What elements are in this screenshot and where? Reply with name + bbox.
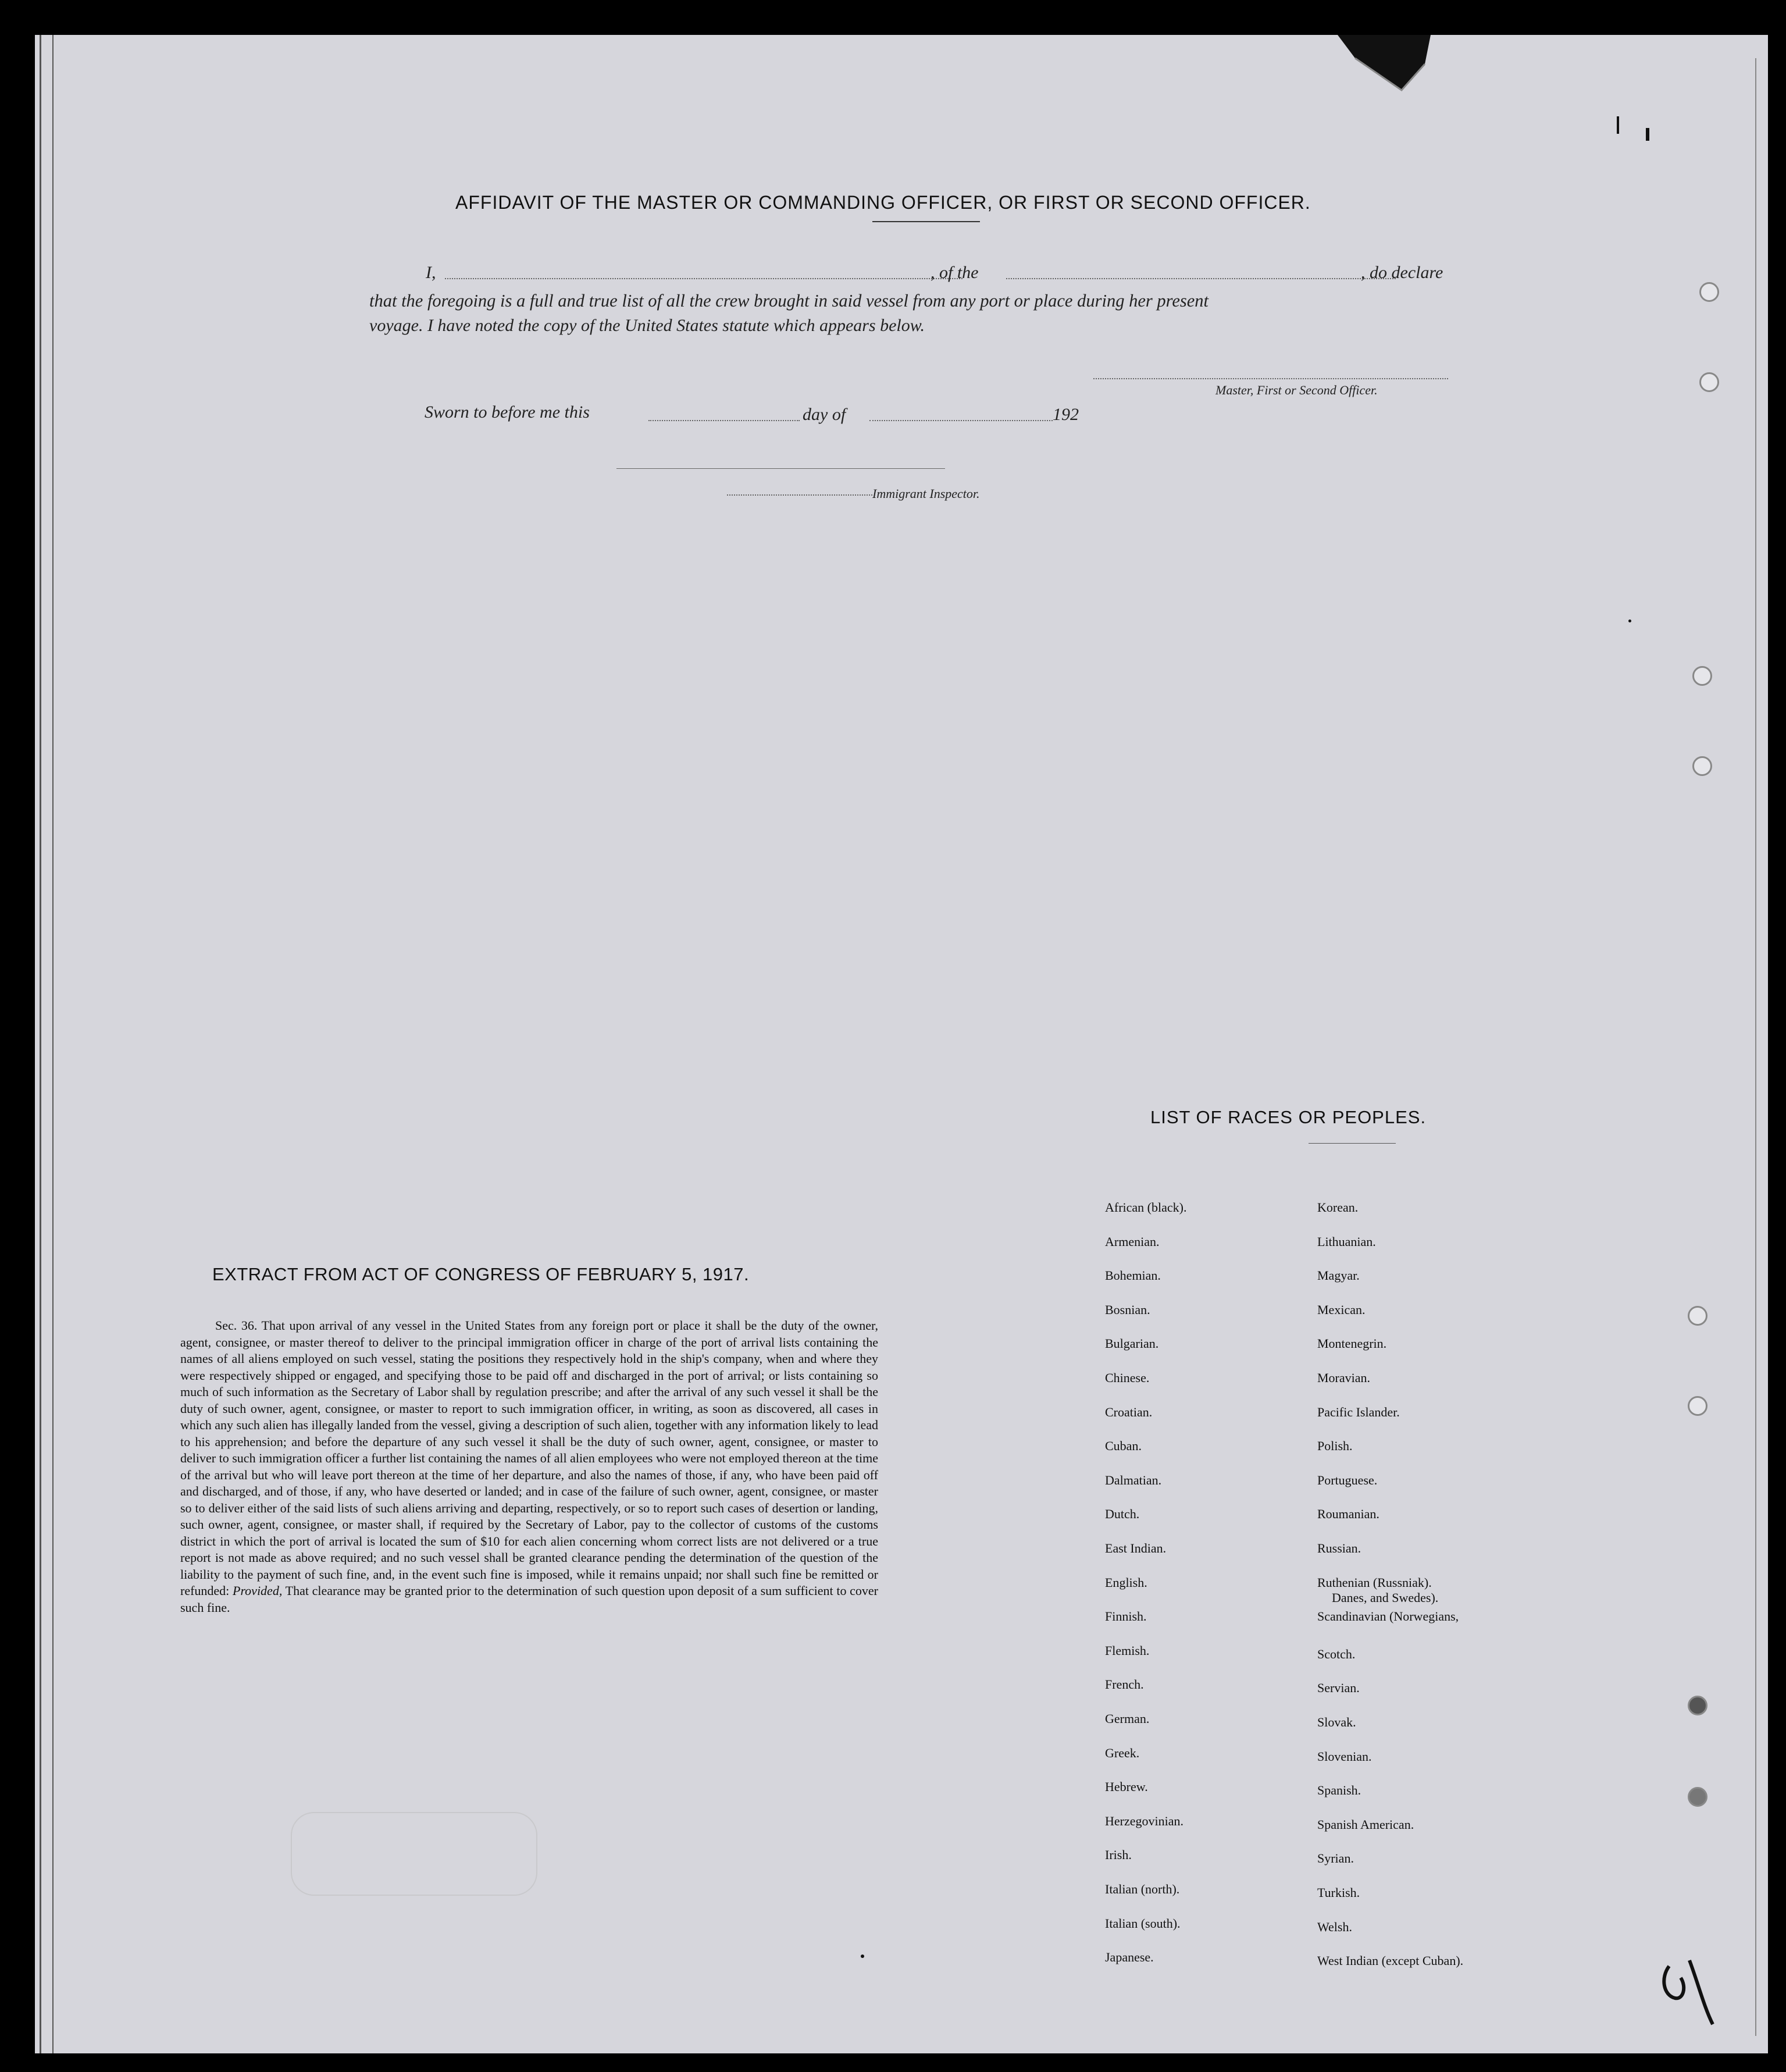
race-item: Chinese. — [1105, 1370, 1150, 1385]
officer-signature-caption: Master, First or Second Officer. — [1215, 383, 1378, 397]
inspector-caption: Immigrant Inspector. — [872, 486, 980, 501]
race-item: Dutch. — [1105, 1507, 1140, 1521]
race-item: French. — [1105, 1677, 1144, 1692]
race-item: Roumanian. — [1317, 1507, 1379, 1521]
race-item: Polish. — [1317, 1439, 1353, 1453]
binder-hole — [1688, 1396, 1707, 1416]
name-blank-line[interactable] — [445, 278, 962, 279]
race-item: Flemish. — [1105, 1643, 1150, 1658]
officer-signature-line[interactable] — [1093, 378, 1448, 379]
inspector-dotted-line — [727, 494, 872, 496]
pencil-mark — [1646, 128, 1649, 141]
race-item: Lithuanian. — [1317, 1234, 1376, 1249]
document-page — [35, 35, 1768, 2053]
race-item: Scandinavian (Norwegians, — [1317, 1609, 1459, 1624]
torn-corner — [1338, 35, 1431, 99]
race-item: Finnish. — [1105, 1609, 1147, 1624]
race-item: Slovak. — [1317, 1715, 1356, 1729]
affidavit-title: AFFIDAVIT OF THE MASTER OR COMMANDING OFFICER, OR FIRST OR SECOND OFFICER. — [455, 192, 1311, 213]
binder-hole — [1688, 1787, 1707, 1807]
race-scandinavian-continuation: Danes, and Swedes). — [1332, 1590, 1439, 1605]
race-item: African (black). — [1105, 1200, 1187, 1215]
provided-label: Provided, — [233, 1583, 283, 1598]
sworn-month-blank[interactable] — [869, 420, 1053, 421]
handwritten-mark — [1657, 1954, 1727, 2030]
extract-title: EXTRACT FROM ACT OF CONGRESS OF FEBRUARY 5, 1917. — [212, 1264, 750, 1284]
race-item: Bulgarian. — [1105, 1336, 1159, 1351]
race-item: Syrian. — [1317, 1851, 1354, 1865]
race-item: Scotch. — [1317, 1647, 1356, 1661]
race-item: German. — [1105, 1711, 1150, 1726]
page-edge — [1755, 58, 1756, 2036]
race-item: Spanish. — [1317, 1783, 1361, 1797]
race-item: Armenian. — [1105, 1234, 1160, 1249]
race-item: Pacific Islander. — [1317, 1405, 1400, 1419]
race-item: Servian. — [1317, 1681, 1360, 1695]
race-item: Magyar. — [1317, 1268, 1360, 1283]
affidavit-declare-label: , do declare — [1361, 263, 1443, 282]
vessel-blank-line[interactable] — [1006, 278, 1396, 279]
section-text-end: That clearance may be granted prior to the determination of such question upon deposit of a sum sufficient to cover such fine. — [180, 1583, 878, 1615]
race-item: Dalmatian. — [1105, 1473, 1162, 1487]
race-item: Turkish. — [1317, 1885, 1360, 1900]
race-item: Slovenian. — [1317, 1749, 1372, 1764]
sworn-day-blank[interactable] — [648, 420, 800, 421]
page-edge — [52, 35, 54, 2053]
race-item: Cuban. — [1105, 1439, 1142, 1453]
year-label: 192 — [1053, 405, 1079, 424]
race-item: Irish. — [1105, 1847, 1132, 1862]
binder-hole — [1688, 1306, 1707, 1326]
binder-hole — [1692, 756, 1712, 776]
faint-stamp — [291, 1812, 537, 1896]
ink-speck — [861, 1954, 864, 1958]
race-item: East Indian. — [1105, 1541, 1167, 1555]
inspector-blank-line[interactable] — [616, 468, 945, 469]
binder-hole — [1692, 666, 1712, 686]
races-title: LIST OF RACES OR PEOPLES. — [1150, 1107, 1427, 1127]
race-item: Moravian. — [1317, 1370, 1371, 1385]
extract-body — [180, 1318, 878, 1616]
race-item: Mexican. — [1317, 1302, 1366, 1317]
race-item: Herzegovinian. — [1105, 1814, 1183, 1828]
race-item: Japanese. — [1105, 1950, 1154, 1964]
race-item: Russian. — [1317, 1541, 1361, 1555]
binder-hole — [1699, 282, 1719, 302]
race-item: Spanish American. — [1317, 1817, 1414, 1832]
title-rule — [872, 221, 980, 222]
day-of-label: day of — [803, 405, 846, 424]
race-item: Italian (south). — [1105, 1916, 1181, 1931]
race-item: Korean. — [1317, 1200, 1359, 1215]
race-item: Greek. — [1105, 1746, 1140, 1760]
affidavit-i-label: I, — [426, 263, 436, 282]
sworn-label: Sworn to before me this — [425, 403, 590, 422]
ink-speck — [1628, 620, 1631, 622]
affidavit-line-2: that the foregoing is a full and true list of all the crew brought in said vessel from any port or place during her present — [369, 291, 1209, 311]
race-item: Bosnian. — [1105, 1302, 1150, 1317]
race-item: Hebrew. — [1105, 1779, 1148, 1794]
race-item: West Indian (except Cuban). — [1317, 1953, 1464, 1968]
section-text: That upon arrival of any vessel in the United States from any foreign port or place it shall be the duty of the owner, agent, consignee, or master thereof to deliver to the principal immigration officer in charge of the port of arrival lists containing the names of all aliens employed on such vessel, stating the positions they respectively hold in the ship's company, when and where they were respectively shipped or engaged, and specifying those to be paid off and discharged in the port of arrival; or lists containing so much of such information as the Secretary of Labor shall by regulation prescribe; and after the arrival of any such vessel it shall be the duty of such owner, agent, consignee, or master to report to such immigration officer, in writing, as soon as discovered, all cases in which any such alien has illegally landed from the vessel, giving a description of such alien, together with any information likely to lead to his apprehension; and before the departure of any such vessel it shall be the duty of such owner, agent, consignee, or master to deliver to such immigration officer a further list containing the names of all alien employees who were not employed thereon at the time of the arrival but who will leave port thereon at the time of her departure, and also the names of those, if any, who have been paid off and discharged, and of those, if any, who have deserted or landed; and in case of the failure of such owner, agent, consignee, or master so to deliver either of the said lists of such aliens arriving and departing, respectively, or so to report such cases of desertion or landing, such owner, agent, consignee, or master shall, if required by the Secretary of Labor, pay to the collector of customs of the customs district in which the port of arrival is located the sum of $10 for each alien concerning whom correct lists are not delivered or a true report is not made as above required; and no such vessel shall be granted clearance pending the determination of the question of the liability to the payment of such fine, and, in the event such fine is imposed, while it remains unpaid; nor shall such fine be remitted or refunded: — [180, 1318, 879, 1598]
section-label: Sec. 36. — [215, 1318, 258, 1333]
race-item: Ruthenian (Russniak). — [1317, 1575, 1432, 1590]
affidavit-of-the-label: , of the — [931, 263, 979, 282]
race-item: Montenegrin. — [1317, 1336, 1387, 1351]
race-item: Croatian. — [1105, 1405, 1153, 1419]
races-title-rule — [1309, 1143, 1396, 1144]
race-item: Italian (north). — [1105, 1882, 1180, 1896]
affidavit-line-3: voyage. I have noted the copy of the United States statute which appears below. — [369, 316, 925, 335]
race-item: Portuguese. — [1317, 1473, 1378, 1487]
binder-hole — [1699, 372, 1719, 392]
race-item: Welsh. — [1317, 1920, 1352, 1934]
binder-hole — [1688, 1696, 1707, 1715]
race-item: English. — [1105, 1575, 1147, 1590]
page-edge — [40, 35, 41, 2053]
pencil-mark — [1617, 116, 1619, 134]
race-item: Bohemian. — [1105, 1268, 1161, 1283]
